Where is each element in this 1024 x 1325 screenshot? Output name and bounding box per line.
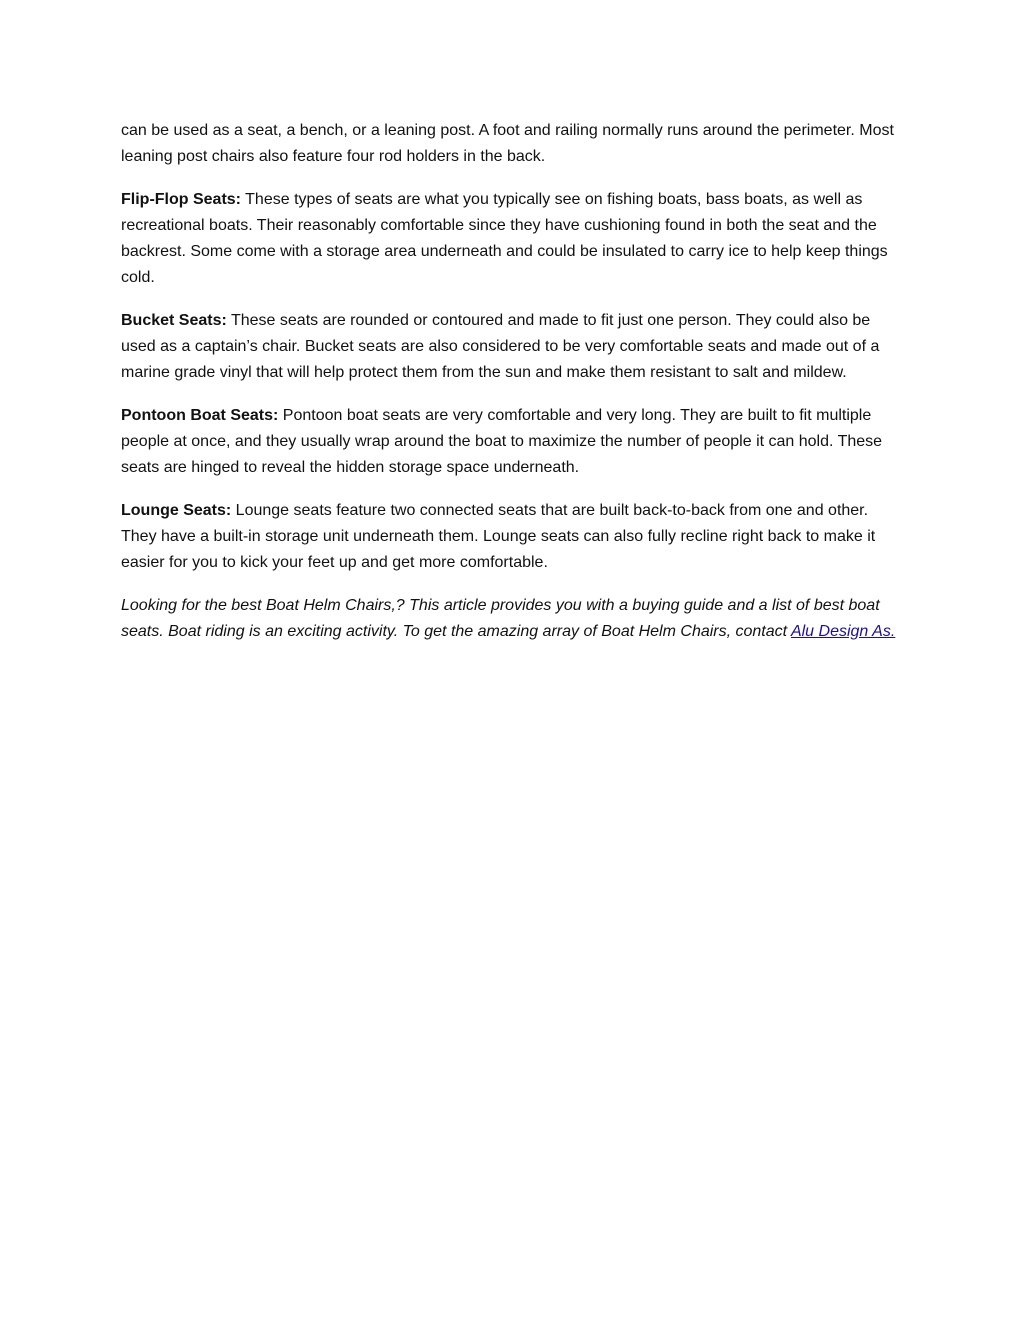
section-term: Lounge Seats: xyxy=(121,502,232,519)
section-bucket-seats xyxy=(121,308,907,386)
section-term: Pontoon Boat Seats: xyxy=(121,407,279,424)
section-lounge-seats xyxy=(121,498,907,576)
section-term: Bucket Seats: xyxy=(121,312,227,329)
closing-text: Looking for the best Boat Helm Chairs,? This article provides you with a buying guide and a list of best boat seats. Boat riding is an exciting activity. To get the amazing array of Boat Helm Chairs, contact xyxy=(121,597,880,640)
section-text: Pontoon boat seats are very comfortable and very long. They are built to fit multiple people at once, and they usually wrap around the boat to maximize the number of people it can hold. These seats are hinged to reveal the hidden storage space underneath. xyxy=(121,407,883,476)
section-flip-flop-seats xyxy=(121,187,907,291)
section-text: These seats are rounded or contoured and made to fit just one person. They could also be used as a captain’s chair. Bucket seats are also considered to be very comfortable seats and made out of a marine grade vinyl that will help protect them from the sun and make them resistant to salt and mildew. xyxy=(121,312,880,381)
closing-paragraph xyxy=(121,593,907,645)
alu-design-link[interactable]: Alu Design As. xyxy=(790,623,896,640)
intro-paragraph: can be used as a seat, a bench, or a leaning post. A foot and railing normally runs around the perimeter. Most leaning post chairs also feature four rod holders in the back. xyxy=(121,122,894,165)
section-text: Lounge seats feature two connected seats that are built back-to-back from one and other. They have a built-in storage unit underneath them. Lounge seats can also fully recline right back to make it easier for you to kick your feet up and get more comfortable. xyxy=(121,502,876,571)
section-term: Flip-Flop Seats: xyxy=(121,191,241,208)
section-pontoon-boat-seats xyxy=(121,403,907,481)
section-text: These types of seats are what you typically see on fishing boats, bass boats, as well as recreational boats. Their reasonably comfortable since they have cushioning found in both the seat and the backrest. Some come with a storage area underneath and could be insulated to carry ice to help keep things cold. xyxy=(121,191,888,286)
document-body xyxy=(121,118,907,645)
